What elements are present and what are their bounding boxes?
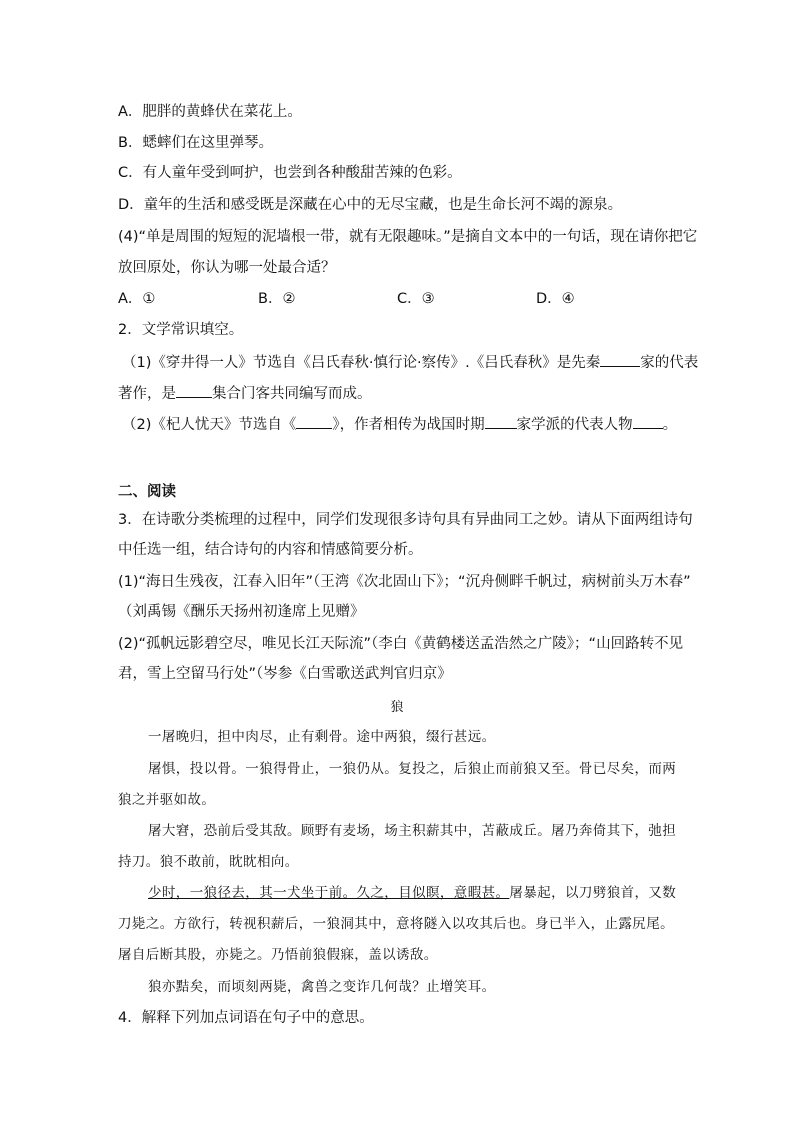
q3-group1-line1: (1)“海日生残夜，江春入旧年”（王湾《次北固山下》；“沉舟侧畔千帆过，病树前头万木春” [118, 574, 691, 590]
q1-sub4-option-b: B．② [258, 291, 296, 307]
passage-p4-line1 [148, 883, 676, 903]
underlined-sentence: 少时，一狼径去，其一犬坐于前。久之，目似瞑，意暇甚。 [148, 885, 510, 901]
fill-blank[interactable] [600, 352, 640, 367]
fill-blank[interactable] [176, 383, 212, 398]
q3-line1: 3．在诗歌分类梳理的过程中，同学们发现很多诗句具有异曲同工之妙。请从下面两组诗句 [118, 512, 693, 528]
q3-group2-line2: 君，雪上空留马行处”（岑参《白雪歌送武判官归京》 [118, 666, 452, 682]
passage-p2-line1: 屠惧，投以骨。一狼得骨止，一狼仍从。复投之，后狼止而前狼又至。骨已尽矣，而两 [148, 761, 677, 777]
q1-option-c: C．有人童年受到呵护，也尝到各种酸甜苦辣的色彩。 [118, 165, 462, 181]
passage-p3-line1: 屠大窘，恐前后受其敌。顾野有麦场，场主积薪其中，苫蔽成丘。屠乃奔倚其下，弛担 [148, 823, 677, 839]
passage-title: 狼 [390, 700, 404, 715]
q1-sub4-option-d: D．④ [536, 291, 575, 307]
q2-title: 2．文学常识填空。 [118, 322, 244, 338]
q2-line1-text-a: （1)《穿井得一人》节选自《吕氏春秋·慎行论·察传》.《吕氏春秋》是先秦 [122, 355, 601, 371]
q2-line3-text-c: 家学派的代表人物 [516, 417, 633, 433]
q2-line3-text-d: 。 [662, 417, 678, 433]
passage-p2-line2: 狼之并驱如故。 [118, 792, 216, 808]
q2-line3-text-a: （2)《杞人忧天》节选自《 [122, 417, 297, 433]
q2-line1 [122, 352, 698, 373]
passage-p4-line2: 刀毙之。方欲行，转视积薪后，一狼洞其中，意将隧入以攻其后也。身已半入，止露尻尾。 [118, 916, 674, 932]
passage-p1: 一屠晚归，担中肉尽，止有剩骨。途中两狼，缀行甚远。 [148, 729, 496, 745]
q3-group2-line1: (2)“孤帆远影碧空尽，唯见长江天际流”（李白《黄鹤楼送孟浩然之广陵》；“山回路转不见 [118, 636, 684, 652]
q1-sub4-line1: (4)“单是周围的短短的泥墙根一带，就有无限趣味。”是摘自文本中的一句话，现在请你把它 [118, 229, 698, 245]
q2-line3-text-b: 》，作者相传为战国时期 [332, 417, 485, 433]
q2-line1-text-b: 家的代表 [640, 355, 699, 371]
q2-line2-text-a: 著作，是 [118, 386, 176, 402]
section-heading-reading: 二、阅读 [118, 484, 176, 500]
q2-line2-text-b: 集合门客共同编写而成。 [212, 386, 372, 402]
q2-line2 [118, 383, 372, 404]
fill-blank[interactable] [485, 414, 517, 429]
q1-sub4-line2: 放回原处，你认为哪一处最合适？ [118, 260, 336, 276]
q1-option-d: D．童年的生活和感受既是深藏在心中的无尽宝藏，也是生命长河不竭的源泉。 [118, 197, 623, 213]
q1-sub4-option-c: C．③ [397, 291, 435, 307]
passage-p5: 狼亦黠矣，而顷刻两毙，禽兽之变诈几何哉？止增笑耳。 [148, 979, 496, 995]
q1-option-b: B．蟋蟀们在这里弹琴。 [118, 135, 273, 151]
q1-sub4-option-a: A．① [118, 291, 156, 307]
passage-p4-line1-rest: 屠暴起，以刀劈狼首，又数 [509, 885, 677, 901]
q3-group1-line2: （刘禹锡《酬乐天扬州初逢席上见赠》 [118, 604, 365, 620]
q3-line2: 中任选一组，结合诗句的内容和情感简要分析。 [118, 542, 423, 558]
fill-blank[interactable] [296, 414, 332, 429]
q1-option-a: A．肥胖的黄蜂伏在菜花上。 [118, 104, 302, 120]
passage-p4-line3: 屠自后断其股，亦毙之。乃悟前狼假寐，盖以诱敌。 [118, 947, 438, 963]
passage-p3-line2: 持刀。狼不敢前，眈眈相向。 [118, 854, 299, 870]
q2-line3 [122, 414, 677, 435]
fill-blank[interactable] [633, 414, 663, 429]
q4-title: 4．解释下列加点词语在句子中的意思。 [118, 1010, 374, 1026]
